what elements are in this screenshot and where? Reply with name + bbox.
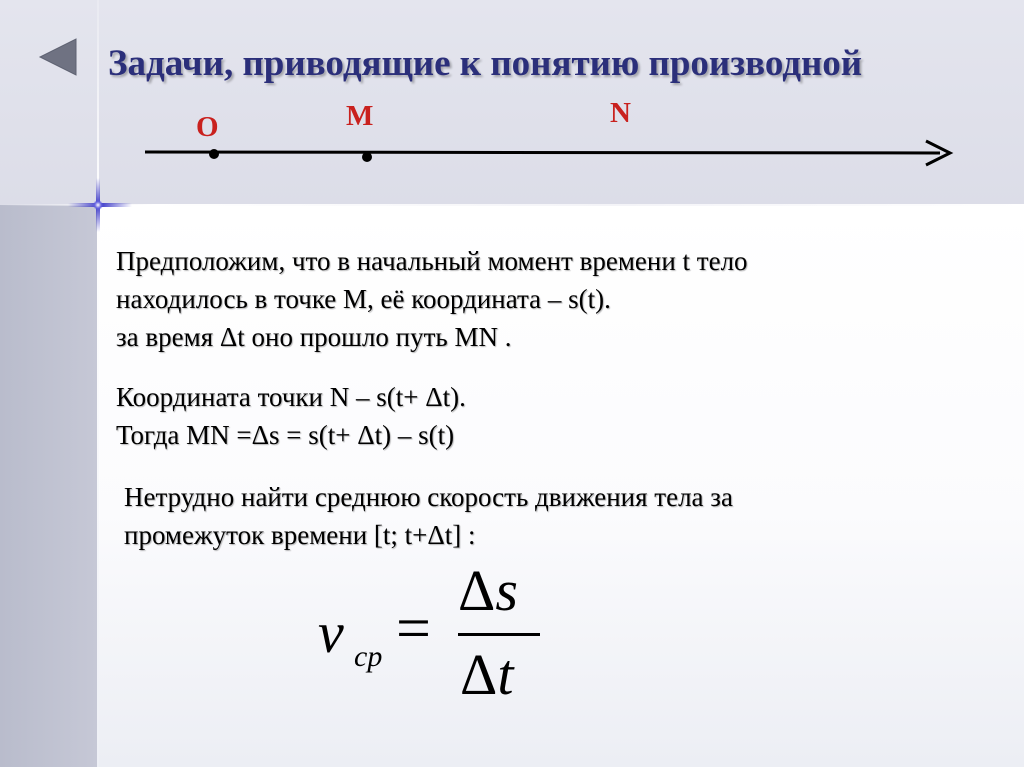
paragraph-assumption (116, 242, 748, 356)
delta-symbol: Δ (458, 558, 496, 623)
number-line (0, 0, 1024, 205)
point-m-dot (362, 152, 372, 162)
text-line: Координата точки N – s(t+ Δt). (116, 382, 466, 412)
point-label-n: N (610, 97, 631, 129)
formula-denominator (460, 642, 514, 707)
text-line: Тогда MN =Δs = s(t+ Δt) – s(t) (116, 420, 455, 450)
average-velocity-formula (318, 558, 538, 712)
text-line: находилось в точке M, её координата – s(t). (116, 284, 611, 314)
formula-equals: = (396, 595, 431, 663)
formula-var-t: t (497, 642, 514, 707)
point-o-dot (209, 149, 219, 159)
formula-var-s: s (495, 558, 518, 623)
point-label-m: M (346, 100, 374, 132)
text-line: за время Δt оно прошло путь MN . (116, 322, 512, 352)
paragraph-average-speed (124, 478, 733, 554)
text-line: Предположим, что в начальный момент времени t тело (116, 246, 748, 276)
slide-title: Задачи, приводящие к понятию производной (108, 43, 863, 84)
left-band (0, 205, 98, 767)
paragraph-coordinate (116, 378, 466, 454)
formula-subscript: cp (354, 640, 383, 673)
formula-numerator (458, 558, 518, 623)
delta-symbol: Δ (460, 642, 498, 707)
point-label-o: O (196, 111, 219, 143)
text-line: Нетрудно найти среднюю скорость движения тела за (124, 482, 733, 512)
text-line: промежуток времени [t; t+Δt] : (124, 520, 476, 550)
axis-line (145, 152, 940, 153)
formula-velocity-symbol: v (318, 600, 344, 665)
fraction-bar (458, 633, 540, 636)
